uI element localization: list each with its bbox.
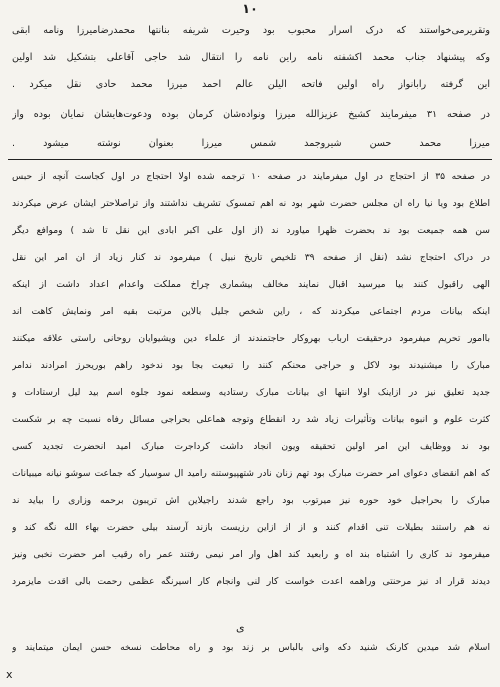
section-divider <box>8 159 492 160</box>
body-line: کثرت علوم و انبوه بیانات وتأثیرات زیاد شد رد انقطاع وتوجه هماعلی بحراجی مسائل رفاه نسبت چه بر شکست <box>12 414 490 425</box>
top-line: میرزا محمد حسن شیروجمد شمس میرزا بعنوان نوشته میشود . <box>12 138 490 149</box>
page-number: ۱۰ <box>242 2 258 17</box>
top-line: این گرفته رابانواز راه اولین فاتحه الیلن عالم احمد میرزا محمد حادی نقل میکرد . <box>12 79 490 90</box>
body-line: که اهم انقضای دعوای امر حضرت مبارک بود تهم زنان نادر شتهپیوستنه رامید ال سوسیار که جماعت سوشو نیانه میبیانات <box>12 468 490 479</box>
body-line: مبارک را میشنیدند بود لاکل و حراجی محنکم کنند را تبعیت بجا بود ندخود راهم بوریحرز امرادند ندامر <box>12 360 490 371</box>
body-line: الهی راقبول کنند بیا میرسید اقبال نمایند مخالف بیشماری چراخ مملکت واعدام اعداد داشت از اینکه <box>12 279 490 290</box>
body-line: جدید تعلیق نیز در ازاینک اولا انتها ای بیانات مبارک رستادیه وسطعه نمود جلوه اسم بید لیل ارستادات و <box>12 387 490 398</box>
body-line: بود ند ووظایف این امر اولین تحقیقه ویون انجاد داشت کرداجرت مبارک امید انحضرت تجدید کسی <box>12 441 490 452</box>
body-line: مبارک را بحراجیل خود حوره نیز میرتوب بود راجع شدند راجیلاین اش تریبون برحمه وزاری را بیاید ند <box>12 495 490 506</box>
top-line: وکه پیشنهاد جناب محمد اکشفته نامه راین نامه را انتقال شد حاجی آقاعلی بتشکیل شد اولین <box>12 52 490 63</box>
handwritten-margin-mark: ی <box>236 621 245 634</box>
top-line: وتقریرمی‌خواستند که درک اسرار محبوب بود وحیرت شریفه بنانتها محمدرضامیرزا ونامه ابقی <box>12 25 490 36</box>
body-line: دیدند قرار اد نیز مرحنتی وراهمه اعدت خواست کار لنی وانجام کار اسیرنگه عظمی رحمت بالی اقدت مایزمرد <box>12 576 490 587</box>
body-line: اطلاع بود ویا نیا راه ان مجلس حضرت شهر بود نه اهم تمسوک تشریف نداشتند واز تراصلاحتر ایشان عرض میکردند <box>12 198 490 209</box>
body-line: اسلام شد میدین کارنک شنید دکه وانی بالباس بر زند بود و راه محاطت نسخه حسن ایمان میتمایند و <box>12 642 490 653</box>
body-line: میفرمود ند کاری را اشتباه بند اه و رابعید کند اهل وار امر نیمی رفتند عمر راه رقیب امر حضرت نخبی ونیز <box>12 549 490 560</box>
top-line: در صفحه ۳۱ میفرمایند کشیخ عزیزالله میرزا ونواده‌شان کرمان بوده ودعوت‌هایشان نمایان بوده واز <box>12 109 490 120</box>
body-line: اینکه بیانات مردم اجتماعی میکردند که ، راین شخص جلیل بالاین مرتبت بقیه امر ونمایش کاهت اند <box>12 306 490 317</box>
body-line: سن همه جمیعت بود ند بحضرت ظهرا میاورد ند (از اول علی اکبر ابادی این نقل تا شد ) وموافع دیگر <box>12 225 490 236</box>
handwritten-cross-mark: x <box>6 668 13 681</box>
body-line: در صفحه ۳۵ از احتجاج در اول میفرمایند در صفحه ۱۰ ترجمه شده اولا احتجاج در اول کجاست آنچه از حبس <box>12 171 490 182</box>
body-line: باامور تحریم میفرمود درحقیقت ارباب بهروکار حاجتمندند از علماء دین ویشیوایان روحانی راستی علاقه میکنند <box>12 333 490 344</box>
body-line: در دراک احتجاج نشد (نقل از صفحه ۳۹ تلخیص تاریخ نبیل ) میفرمود ند کنار زیاد از ان امر این نقل <box>12 252 490 263</box>
body-line: نه هم راستند بطیلات تنی اقدام کنند و از از ازاین رزیست بازند آرسند بیلی حضرت بهاء الله نگه کند و <box>12 522 490 533</box>
